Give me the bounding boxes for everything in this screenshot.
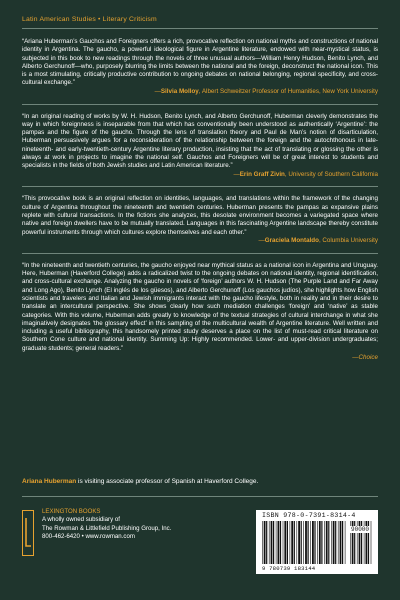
barcode-bar	[328, 521, 329, 564]
barcode-bar	[283, 521, 284, 564]
review-divider	[22, 104, 378, 105]
barcode-bar	[280, 521, 281, 564]
barcode-bar	[294, 521, 295, 564]
barcode-bar	[314, 521, 315, 564]
publisher-name: LEXINGTON BOOKS	[42, 508, 101, 515]
isbn-barcode	[256, 510, 378, 574]
barcode-bar	[269, 521, 270, 564]
bottom-divider	[22, 496, 378, 497]
review-text: “In an original reading of works by W. H. Hudson, Benito Lynch, and Alberto Gerchunoff, Huberman cleverly demonstrates the way in which foreignness is inseparable from that which has conventionally been understood as authentically ‘Argentine’: the pampas and the figure of the gaucho. Through the lens of translation theory and Paul de Man’s notion of disarticulation, Huberman persuasively argues for a reconsideration of the relationship between the foreign and the autochthonous in late-nineteenth- and early-twentieth-century Argentine literary production, insisting that the act of translating or glossing the other is always at work in projects to imagine the national self. Gauchos and Foreigners will be of great interest to students and specialists in the fields of both Jewish studies and Latin American literature.”	[22, 112, 378, 170]
barcode-bar	[310, 521, 311, 564]
review-attribution: —Graciela Montaldo, Columbia University	[258, 237, 378, 245]
publisher-line: The Rowman & Littlefield Publishing Group, Inc.	[42, 524, 172, 532]
price-code: 90000	[351, 526, 370, 533]
review-zivin	[22, 113, 378, 180]
review-divider	[22, 186, 378, 187]
barcode-bar	[278, 521, 280, 564]
reviewer-name: Silvia Molloy	[160, 88, 199, 96]
barcode-bar	[287, 521, 288, 564]
reviewer-name: Graciela Montaldo	[264, 237, 319, 245]
barcode-number: 9 780739 183144	[262, 565, 316, 572]
barcode-bar	[271, 521, 273, 564]
review-text: “In the nineteenth and twentieth centuries, the gaucho enjoyed near mythical status as a national icon in Argentina and Uruguay. Here, Huberman (Haverford College) adds a radicalized twist to the ongoing debates on national identity, regional identification, and cross-cultural exchange. Analyzing the gaucho in novels of ‘foreign’ authors W. H. Hudson (The Purple Land and Far Away and Long Ago), Benito Lynch (El inglés de los güesos), and Alberto Gerchunoff (Los gauchos judíos), she highlights how English scientists and travelers and Italian and Jewish immigrants interact with the gaucho lifestyle, both in reality and in their desire to translate an intercultural perspective. She shows clearly how such mediation challenges ‘foreign’ and ‘native’ as stable categories. With this volume, Huberman adds greatly to knowledge of the textual strategies of cultural interchange in what she imaginatively designates ‘the glossary effect’ in this sampling of the multicultural wealth of Argentine literature. Well written and including a useful bibliography, this handsomely printed study deserves a place on the list of must-read critical literature on Southern Cone culture and national identity. Summing Up: Highly recommended. Lower- and upper-division undergraduates; graduate students; general readers.”	[22, 261, 378, 352]
review-divider	[22, 253, 378, 254]
barcode-bar	[324, 521, 325, 564]
barcode-bar	[290, 521, 291, 564]
barcode-bar	[301, 521, 302, 564]
review-attribution: —Choice	[352, 353, 378, 361]
barcode-bar	[284, 521, 286, 564]
author-name: Ariana Huberman	[22, 478, 77, 485]
barcode-bar	[312, 521, 314, 564]
publisher-line: A wholly owned subsidiary of	[42, 516, 120, 524]
barcode-bar	[264, 521, 266, 564]
barcode-bar	[345, 521, 346, 564]
review-text: “This provocative book is an original reflection on identities, languages, and translations within the framework of the changing culture of Argentina throughout the nineteenth and twentieth centuries. Huberman presents the pampas as expansive plains replete with cultural transactions. In the fictions she analyzes, this desolate environment becomes a variegated space where native and foreign dwellers have to be mutually translated. Languages in this fascinating Argentine landscape thereby constitute powerful instruments through which cultures explore themselves and each other.”	[22, 195, 378, 236]
review-molloy	[22, 38, 378, 97]
review-attribution: —Silvia Molloy, Albert Schweitzer Professor of Humanities, New York University	[154, 88, 378, 96]
barcode-bar	[276, 521, 277, 564]
publisher-info	[42, 508, 171, 542]
barcode-bar	[321, 521, 322, 564]
barcode-bar	[335, 521, 336, 564]
reviewer-name: Erin Graff Zivin	[239, 171, 285, 179]
reviewer-affiliation: Columbia University	[322, 237, 378, 245]
barcode-bar	[308, 521, 309, 564]
top-divider	[22, 28, 378, 29]
barcode-bar	[319, 521, 321, 564]
category-label: Latin American Studies • Literary Criticism	[22, 16, 157, 23]
reviewer-affiliation: Albert Schweitzer Professor of Humanities, New York University	[201, 88, 378, 96]
author-bio	[22, 478, 378, 485]
reviewer-affiliation: University of Southern California	[288, 171, 378, 179]
review-attribution: —Erin Graff Zivin, University of Southern California	[233, 171, 378, 179]
review-text: “Ariana Huberman’s Gauchos and Foreigners offers a rich, provocative reflection on national myths and constructions of national identity in Argentina. The gaucho, a powerful ideological figure in Argentine literature, endowed with near-mystical status, is subjected in this book to new readings through the novels of three unusual authors—William Henry Hudson, Benito Lynch, and Alberto Gerchunoff—who, purposely blurring the limits between the national and the foreign, deconstruct the national icon. This is a most stimulating, critically productive contribution to ongoing debates on national belonging, regional specificity, and cross-cultural exchange.”	[22, 38, 378, 87]
barcode-bar	[340, 521, 342, 564]
barcode-bar	[333, 521, 335, 564]
barcode-bar	[298, 521, 300, 564]
barcode-bars	[262, 521, 346, 564]
publisher-block	[22, 508, 242, 578]
publisher-logo-icon	[22, 510, 34, 556]
barcode-bar	[297, 521, 298, 564]
reviewer-affiliation: Choice	[358, 353, 378, 361]
isbn-label: ISBN 978-0-7391-8314-4	[262, 512, 356, 519]
barcode-bar	[342, 521, 343, 564]
barcode-bar	[273, 521, 274, 564]
barcode-bar	[317, 521, 318, 564]
barcode-bar	[331, 521, 332, 564]
barcode-bar	[262, 521, 263, 564]
barcode-bar	[326, 521, 328, 564]
barcode-bar	[291, 521, 293, 564]
barcode-bar	[338, 521, 339, 564]
publisher-contact: 800-462-6420 • www.rowman.com	[42, 533, 135, 541]
review-choice	[22, 262, 378, 362]
barcode-bar	[305, 521, 307, 564]
barcode-bar	[266, 521, 267, 564]
review-montaldo	[22, 195, 378, 245]
barcode-bar	[303, 521, 304, 564]
author-bio-text: is visiting associate professor of Spanish at Haverford College.	[78, 478, 259, 485]
barcode-bar	[371, 521, 372, 564]
reviews-section	[22, 38, 378, 362]
